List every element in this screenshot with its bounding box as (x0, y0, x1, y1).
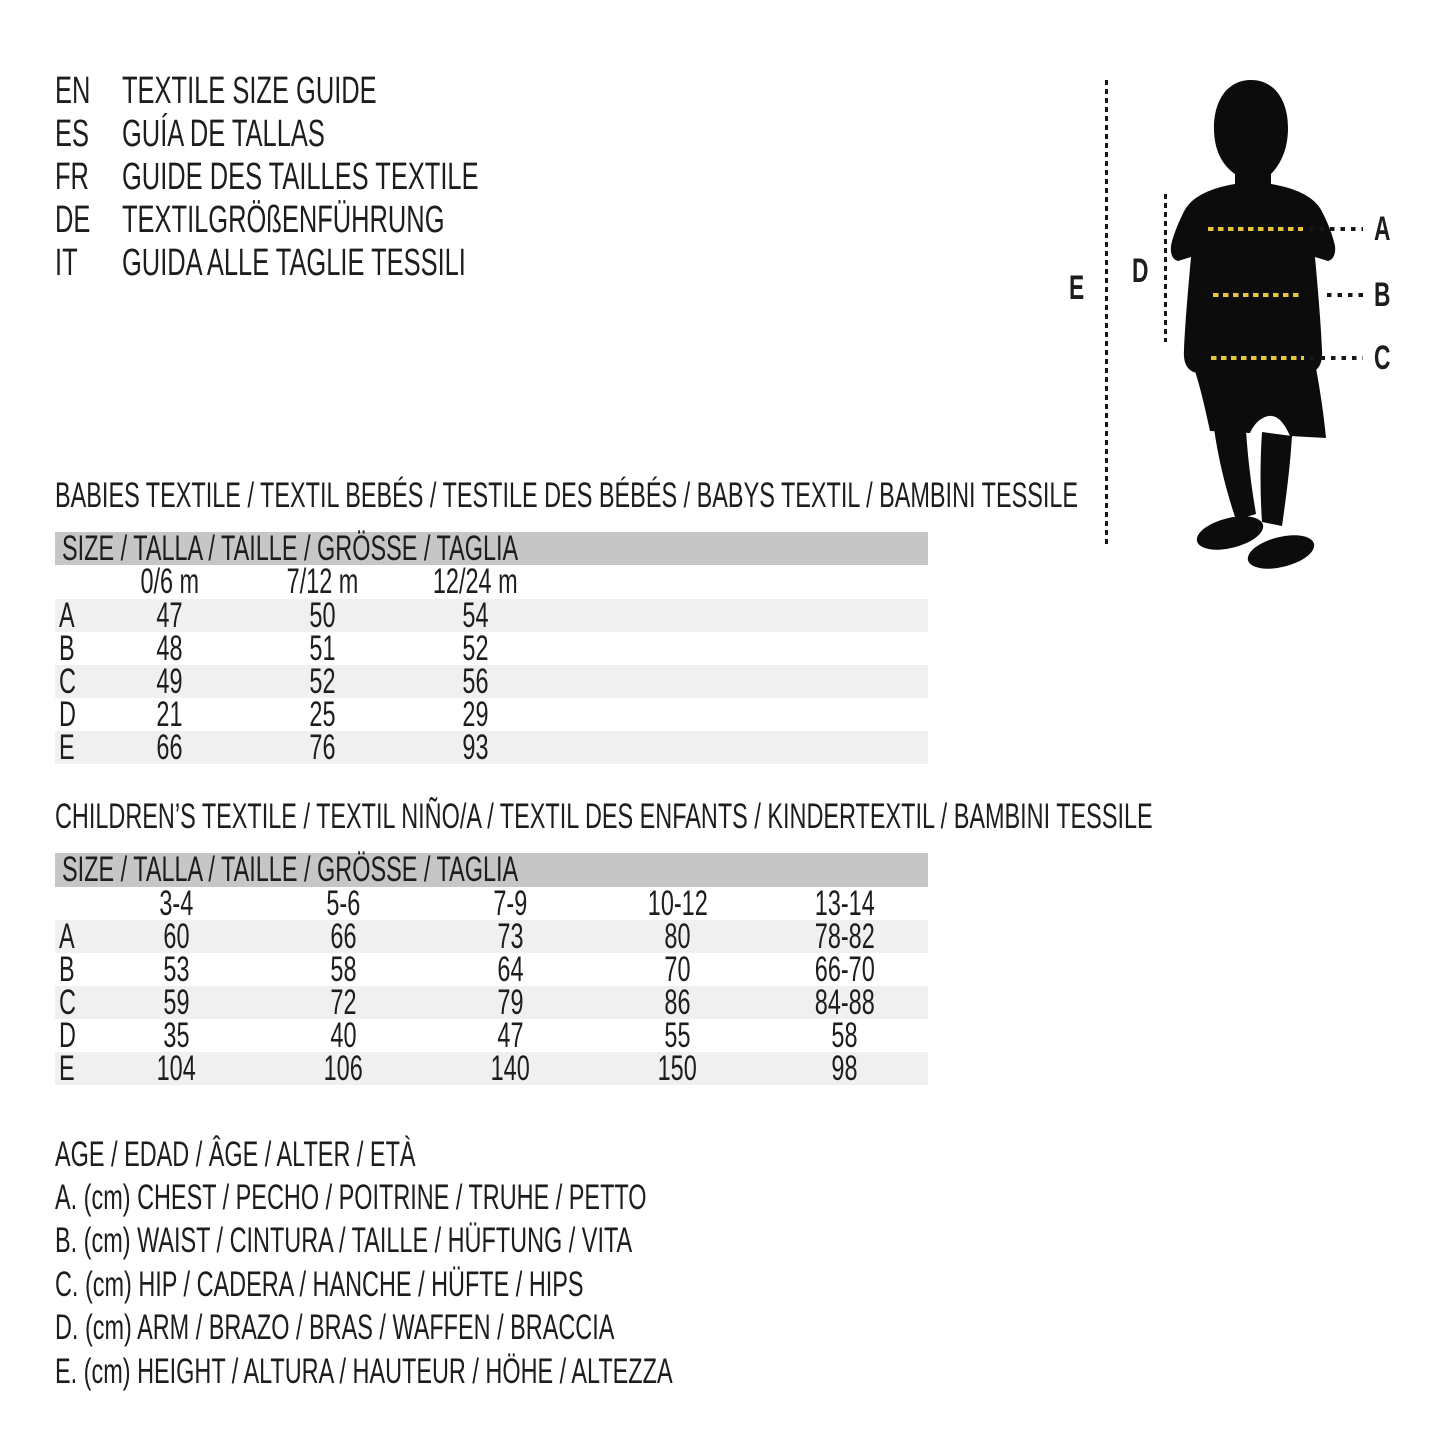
size-cell: 66 (330, 916, 357, 956)
size-cell: 73 (497, 916, 524, 956)
row-label: B (59, 949, 75, 989)
size-cell: 48 (156, 628, 183, 668)
size-cell: 60 (163, 916, 190, 956)
language-row-de (55, 199, 654, 242)
size-cell: 64 (497, 949, 524, 989)
babies-column-header-row (55, 562, 928, 601)
legend-line-arm: D. (cm) ARM / BRAZO / BRAS / WAFFEN / BRACCIA (55, 1308, 615, 1348)
babies-row-a (55, 595, 928, 635)
chest-dash-yellow (1208, 227, 1303, 231)
size-cell: 56 (462, 661, 489, 701)
babies-row-e (55, 727, 928, 767)
size-cell: 35 (163, 1015, 190, 1055)
legend-line-waist: B. (cm) WAIST / CINTURA / TAILLE / HÜFTUNG / VITA (55, 1221, 633, 1261)
children-row-a (55, 916, 928, 956)
size-cell: 79 (497, 982, 524, 1022)
size-cell: 21 (156, 694, 183, 734)
language-code: EN (55, 70, 91, 112)
language-code: IT (55, 242, 78, 284)
size-cell: 50 (309, 595, 336, 635)
row-label: A (59, 916, 75, 956)
babies-table (55, 528, 928, 767)
measurement-legend (55, 1133, 977, 1393)
legend-line-chest: A. (cm) CHEST / PECHO / POITRINE / TRUHE / PETTO (55, 1178, 647, 1218)
guide-title-it: GUIDA ALLE TAGLIE TESSILI (122, 242, 466, 284)
children-col-1: 5-6 (326, 883, 361, 923)
row-label: E (59, 1048, 75, 1088)
babies-row-b (55, 628, 928, 668)
waist-dash-yellow (1213, 293, 1301, 297)
babies-section-title: BABIES TEXTILE / TEXTIL BEBÉS / TESTILE DES BÉBÉS / BABYS TEXTIL / BAMBINI TESSILE (55, 476, 1079, 515)
row-label: E (59, 727, 75, 767)
size-cell: 52 (309, 661, 336, 701)
children-row-b (55, 949, 928, 989)
size-cell: 51 (309, 628, 336, 668)
row-label: C (59, 661, 76, 701)
children-row-c (55, 982, 928, 1022)
size-cell: 47 (156, 595, 183, 635)
children-table (55, 850, 928, 1088)
hip-dash-leader (1310, 356, 1363, 360)
babies-size-header: SIZE / TALLA / TAILLE / GRÖSSE / TAGLIA (55, 532, 928, 565)
guide-title-de: TEXTILGRÖßENFÜHRUNG (122, 199, 445, 241)
hip-dash-yellow (1211, 356, 1304, 360)
babies-row-d (55, 694, 928, 734)
size-cell: 80 (664, 916, 691, 956)
children-section-title: CHILDREN’S TEXTILE / TEXTIL NIÑO/A / TEXTIL DES ENFANTS / KINDERTEXTIL / BAMBINI TESSILE (55, 797, 1153, 836)
size-cell: 70 (664, 949, 691, 989)
size-cell: 58 (831, 1015, 858, 1055)
size-cell: 52 (462, 628, 489, 668)
guide-title-es: GUÍA DE TALLAS (122, 113, 325, 155)
size-cell: 54 (462, 595, 489, 635)
size-cell: 104 (156, 1048, 197, 1088)
language-title-list (55, 70, 654, 285)
language-row-es (55, 113, 654, 156)
language-code: DE (55, 199, 91, 241)
size-cell: 47 (497, 1015, 524, 1055)
row-label: A (59, 595, 75, 635)
babies-col-0: 0/6 m (140, 562, 199, 601)
size-cell: 93 (462, 727, 489, 767)
guide-title-en: TEXTILE SIZE GUIDE (122, 70, 377, 112)
size-cell: 66-70 (814, 949, 875, 989)
legend-line-height: E. (cm) HEIGHT / ALTURA / HAUTEUR / HÖHE / ALTEZZA (55, 1351, 673, 1391)
language-code: FR (55, 156, 89, 198)
size-cell: 98 (831, 1048, 858, 1088)
figure-label-a: A (1374, 210, 1391, 248)
children-col-3: 10-12 (647, 883, 708, 923)
size-cell: 58 (330, 949, 357, 989)
size-cell: 53 (163, 949, 190, 989)
row-label: B (59, 628, 75, 668)
size-cell: 150 (657, 1048, 698, 1088)
figure-label-c: C (1374, 339, 1391, 377)
figure-label-d: D (1132, 252, 1149, 290)
size-cell: 66 (156, 727, 183, 767)
row-label: D (59, 694, 76, 734)
size-cell: 29 (462, 694, 489, 734)
size-cell: 76 (309, 727, 336, 767)
size-cell: 55 (664, 1015, 691, 1055)
figure-label-b: B (1374, 276, 1391, 314)
babies-col-2: 12/24 m (433, 562, 518, 601)
children-row-d (55, 1015, 928, 1055)
language-row-en (55, 70, 654, 113)
size-cell: 72 (330, 982, 357, 1022)
size-cell: 140 (490, 1048, 531, 1088)
size-cell: 40 (330, 1015, 357, 1055)
row-label: C (59, 982, 76, 1022)
children-col-4: 13-14 (814, 883, 875, 923)
size-cell: 84-88 (814, 982, 875, 1022)
children-row-e (55, 1048, 928, 1088)
children-col-2: 7-9 (493, 883, 528, 923)
row-label: D (59, 1015, 76, 1055)
size-cell: 49 (156, 661, 183, 701)
size-cell: 106 (323, 1048, 364, 1088)
legend-line-hip: C. (cm) HIP / CADERA / HANCHE / HÜFTE / HIPS (55, 1264, 584, 1304)
size-cell: 86 (664, 982, 691, 1022)
children-size-header: SIZE / TALLA / TAILLE / GRÖSSE / TAGLIA (55, 853, 928, 887)
arm-measure-line-d (1164, 194, 1167, 342)
children-col-0: 3-4 (159, 883, 194, 923)
size-cell: 78-82 (814, 916, 875, 956)
babies-row-c (55, 661, 928, 701)
waist-dash-leader (1327, 293, 1363, 297)
language-row-it (55, 242, 654, 285)
size-cell: 25 (309, 694, 336, 734)
language-code: ES (55, 113, 89, 155)
chest-dash-leader (1309, 227, 1363, 231)
babies-col-1: 7/12 m (286, 562, 359, 601)
legend-line-age: AGE / EDAD / ÂGE / ALTER / ETÀ (55, 1134, 416, 1174)
language-row-fr (55, 156, 654, 199)
size-cell: 59 (163, 982, 190, 1022)
children-column-header-row (55, 883, 928, 923)
guide-title-fr: GUIDE DES TAILLES TEXTILE (122, 156, 479, 198)
figure-label-e: E (1069, 269, 1085, 307)
